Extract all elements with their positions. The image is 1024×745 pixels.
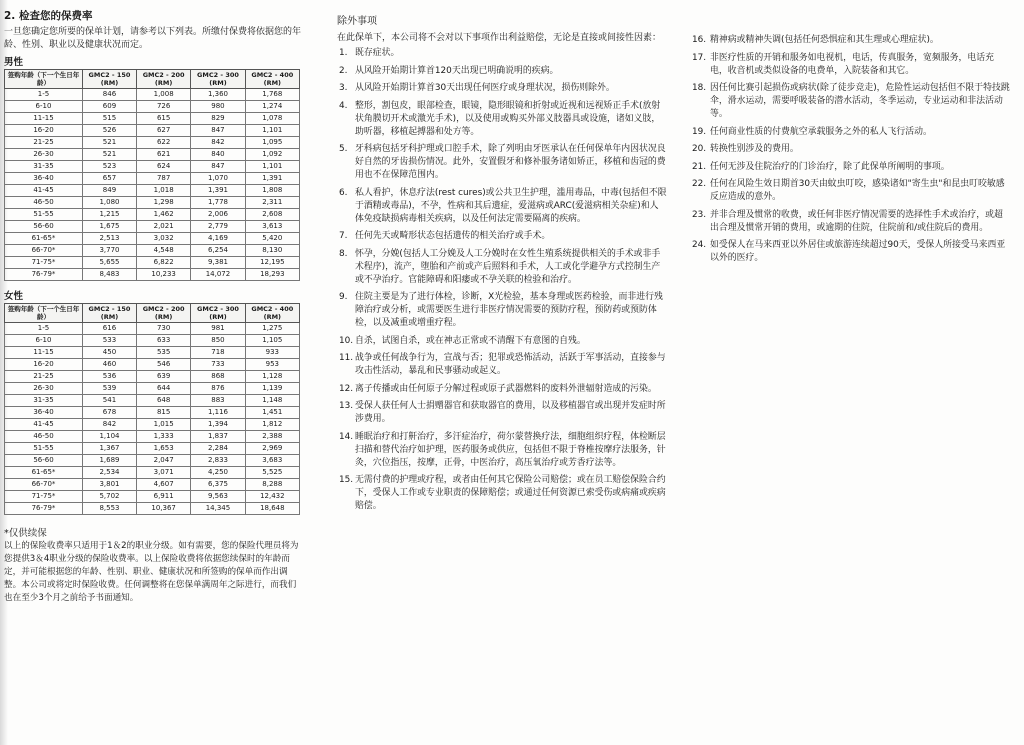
premium-cell: 1,675	[83, 221, 137, 233]
exclusion-text: 非医疗性质的开销和服务如电视机，电话，传真服务，宽频服务，电话充电，收音机或类似设备的电费单，入院装备和其它。	[710, 52, 994, 76]
table-row	[5, 347, 300, 359]
premium-cell: 450	[83, 347, 137, 359]
exclusion-number: 15.	[339, 475, 354, 485]
table-row	[5, 359, 300, 371]
age-cell: 31-35	[5, 161, 83, 173]
table-row	[5, 323, 300, 335]
premium-cell: 4,250	[191, 467, 245, 479]
exclusion-text: 任何先天或畸形状态包括遗传的相关治疗或手术。	[355, 231, 551, 241]
premium-cell: 883	[191, 395, 245, 407]
exclusions-lead: 在此保单下，本公司将不会对以下事项作出利益赔偿，无论是直接或间接性因素：	[337, 33, 662, 43]
premium-cell: 5,420	[245, 233, 299, 245]
exclusion-number: 4.	[339, 100, 348, 111]
female-rates-body	[5, 323, 300, 515]
premium-cell: 609	[83, 101, 137, 113]
premium-cell: 842	[191, 137, 245, 149]
age-cell: 6-10	[5, 101, 83, 113]
premium-cell: 14,345	[191, 503, 245, 515]
exclusion-item	[337, 65, 667, 78]
premium-cell: 2,284	[191, 443, 245, 455]
exclusion-text: 无需付费的护理或疗程，或者由任何其它保险公司赔偿；或在员工赔偿保险合约下，受保人工作或专业职责的保障赔偿；或通过任何资源已索受伤或病痛或疾病赔偿。	[355, 475, 666, 511]
premium-cell: 1,105	[245, 335, 299, 347]
premium-cell: 2,779	[191, 221, 245, 233]
age-cell: 21-25	[5, 137, 83, 149]
age-cell: 61-65*	[5, 233, 83, 245]
premium-cell: 539	[83, 383, 137, 395]
age-cell: 76-79*	[5, 503, 83, 515]
premium-cell: 726	[136, 101, 190, 113]
premium-cell: 2,513	[83, 233, 137, 245]
age-cell: 1-5	[5, 89, 83, 101]
age-cell: 51-55	[5, 209, 83, 221]
age-cell: 36-40	[5, 173, 83, 185]
exclusion-number: 16.	[692, 35, 707, 45]
premium-cell: 678	[83, 407, 137, 419]
premium-cell: 1,812	[245, 419, 299, 431]
table-row	[5, 503, 300, 515]
premium-cell: 12,432	[245, 491, 299, 503]
exclusion-text: 牙科病包括牙科护理或口腔手术，除了列明由牙医承认在任何保单年内因状况良好自然的牙齿损伤情况。此外，安置假牙和修补服务诸如矫正，移植和齿冠的费用也不在保障范围内。	[355, 144, 666, 180]
exclusions-column	[337, 12, 667, 518]
table-row	[5, 137, 300, 149]
male-label: 男性	[4, 57, 24, 68]
premium-cell: 6,911	[136, 491, 190, 503]
premium-cell: 18,648	[245, 503, 299, 515]
footnote-text: 以上的保险收费率只适用于1＆2的职业分级。如有需要，您的保险代理员将为您提供3＆4职业分级的保险收费率。以上保险收费将依据您续保时的年龄而定，并可能根据您的年龄、性别、职业、健康状况和所签购的保单而作出调整。本公司或将定时保险收费。任何调整将在您保单满周年之际进行，而我们也在至少3个月之前给予书面通知。	[4, 541, 299, 603]
table-row	[5, 125, 300, 137]
premium-cell: 2,311	[245, 197, 299, 209]
premium-cell: 1,116	[191, 407, 245, 419]
premium-cell: 849	[83, 185, 137, 197]
premium-cell: 980	[191, 101, 245, 113]
header-gmc2-150: GMC2 - 150 (RM)	[83, 70, 137, 89]
premium-cell: 847	[191, 125, 245, 137]
age-cell: 76-79*	[5, 269, 83, 281]
table-row	[5, 257, 300, 269]
premium-cell: 2,006	[191, 209, 245, 221]
header-gmc2-300: GMC2 - 300 (RM)	[191, 70, 245, 89]
exclusion-number: 9.	[339, 292, 348, 302]
age-cell: 16-20	[5, 359, 83, 371]
table-row	[5, 113, 300, 125]
premium-cell: 868	[191, 371, 245, 383]
premium-cell: 1,451	[245, 407, 299, 419]
premium-cell: 648	[136, 395, 190, 407]
header-gmc2-400: GMC2 - 400 (RM)	[245, 70, 299, 89]
age-cell: 31-35	[5, 395, 83, 407]
exclusion-text: 转换性别涉及的费用。	[710, 144, 799, 154]
exclusion-text: 任何商业性质的付费航空承载服务之外的私人飞行活动。	[710, 126, 932, 137]
exclusions-column-continued	[690, 34, 1010, 270]
premium-cell: 1,274	[245, 101, 299, 113]
premium-cell: 6,822	[136, 257, 190, 269]
premium-cell: 3,071	[136, 467, 190, 479]
premium-cell: 460	[83, 359, 137, 371]
age-cell: 56-60	[5, 455, 83, 467]
exclusion-text: 整形，割包皮，眼部检查，眼镜，隐形眼镜和折射或近视和远视矫正手术(放射状角膜切开术或激光手术)，以及使用或购买外部义肢器具或设施，诸如义肢，助听器，移植起搏器和处方等。	[355, 100, 661, 137]
header-gmc2-200: GMC2 - 200 (RM)	[136, 70, 190, 89]
premium-cell: 10,367	[136, 503, 190, 515]
premium-cell: 1,689	[83, 455, 137, 467]
exclusion-item	[690, 82, 1010, 121]
premium-cell: 1,101	[245, 161, 299, 173]
premium-cell: 541	[83, 395, 137, 407]
exclusion-number: 13.	[339, 401, 354, 411]
premium-cell: 1,808	[245, 185, 299, 197]
premium-cell: 2,021	[136, 221, 190, 233]
premium-cell: 526	[83, 125, 137, 137]
exclusion-number: 22.	[692, 179, 707, 189]
exclusion-item	[337, 82, 667, 95]
premium-cell: 1,333	[136, 431, 190, 443]
exclusion-number: 18.	[692, 83, 707, 93]
premium-cell: 2,047	[136, 455, 190, 467]
table-row	[5, 431, 300, 443]
female-rates-table	[4, 303, 300, 515]
age-cell: 16-20	[5, 125, 83, 137]
male-rates-table	[4, 69, 300, 281]
exclusion-text: 怀孕，分娩(包括人工分娩及人工分娩时在女性生殖系统提供相关的手术或非手术程序)，流产，堕胎和产前或产后照料和手术，人工或化学避孕方式控制生产或不孕治疗。官能障碍和阳痿或不孕关联的检验和治疗。	[355, 248, 661, 285]
table-row	[5, 407, 300, 419]
premium-cell: 787	[136, 173, 190, 185]
exclusion-text: 私人看护，休息疗法(rest cures)或公共卫生护理，滥用毒品，中毒(包括但不限于酒精或毒品)，不孕，性病和其后遗症，爱滋病或ARC(爱滋病相关杂症)和人体免疫缺损病毒相关疾病，以及任何法定需要隔离的疾病。	[355, 187, 667, 224]
exclusion-item	[337, 431, 667, 470]
header-gmc2-150: GMC2 - 150 (RM)	[83, 304, 137, 323]
premium-cell: 1,394	[191, 419, 245, 431]
table-row	[5, 233, 300, 245]
table-row	[5, 419, 300, 431]
premium-cell: 1,070	[191, 173, 245, 185]
premium-cell: 815	[136, 407, 190, 419]
premium-cell: 616	[83, 323, 137, 335]
exclusion-text: 因任何比赛引起损伤或病状(除了徒步竞走)，危险性运动包括但不限于特技跳伞，滑水运动，需要呼吸装备的潜水活动，冬季运动，专业运动和非法活动等。	[710, 83, 1010, 119]
exclusion-item	[690, 126, 1010, 139]
premium-cell: 8,483	[83, 269, 137, 281]
premium-cell: 847	[191, 161, 245, 173]
exclusion-number: 23.	[692, 209, 707, 220]
premium-cell: 876	[191, 383, 245, 395]
premium-cell: 2,833	[191, 455, 245, 467]
premium-cell: 639	[136, 371, 190, 383]
exclusion-number: 21.	[692, 161, 707, 172]
exclusion-text: 住院主要是为了进行体检，诊断，X光检验，基本身理或医药检验，而非进行残障治疗或分析，或需要医生进行非医疗情况需要的预防疗程，预防药或预防体检，以及减重或增重疗程。	[355, 292, 663, 328]
exclusion-item	[337, 100, 667, 139]
premium-cell: 1,015	[136, 419, 190, 431]
exclusion-number: 19.	[692, 126, 707, 137]
premium-cell: 1,298	[136, 197, 190, 209]
premium-cell: 6,254	[191, 245, 245, 257]
premium-cell: 14,072	[191, 269, 245, 281]
table-row	[5, 161, 300, 173]
premium-cell: 1,078	[245, 113, 299, 125]
premium-cell: 3,801	[83, 479, 137, 491]
table-row	[5, 221, 300, 233]
exclusions-list-continued	[690, 34, 1010, 265]
table-row	[5, 101, 300, 113]
table-row	[5, 269, 300, 281]
premium-cell: 981	[191, 323, 245, 335]
premium-cell: 1,101	[245, 125, 299, 137]
premium-cell: 1,367	[83, 443, 137, 455]
premium-cell: 840	[191, 149, 245, 161]
exclusion-text: 并非合理及惯常的收费，或任何非医疗情况需要的选择性手术或治疗，或超出合理及惯常开销的费用，或逾期的住院，住院前和/或住院后的费用。	[710, 209, 1003, 233]
exclusion-item	[337, 400, 667, 426]
exclusion-number: 3.	[339, 83, 348, 93]
table-row	[5, 149, 300, 161]
table-row	[5, 209, 300, 221]
age-cell: 36-40	[5, 407, 83, 419]
table-row	[5, 491, 300, 503]
exclusion-item	[690, 52, 1010, 78]
age-cell: 66-70*	[5, 479, 83, 491]
age-cell: 21-25	[5, 371, 83, 383]
age-cell: 26-30	[5, 383, 83, 395]
premium-cell: 12,195	[245, 257, 299, 269]
premium-cell: 5,525	[245, 467, 299, 479]
intro-text: 一旦您确定您所要的保单计划，请参考以下列表。所缴付保费将依据您的年龄、性别、职业以及健康状况而定。	[4, 27, 302, 50]
premium-cell: 933	[245, 347, 299, 359]
header-age: 签购年龄（下一个生日年龄）	[5, 70, 83, 89]
exclusion-number: 20.	[692, 144, 707, 154]
premium-cell: 953	[245, 359, 299, 371]
premium-cell: 1,837	[191, 431, 245, 443]
table-header-row	[5, 70, 300, 89]
premium-cell: 1,139	[245, 383, 299, 395]
premium-cell: 18,293	[245, 269, 299, 281]
premium-cell: 1,215	[83, 209, 137, 221]
premium-cell: 1,104	[83, 431, 137, 443]
premium-cell: 9,381	[191, 257, 245, 269]
exclusions-heading: 除外事项	[337, 16, 377, 27]
premium-cell: 4,169	[191, 233, 245, 245]
premium-cell: 1,008	[136, 89, 190, 101]
exclusion-number: 24.	[692, 240, 707, 250]
header-gmc2-300: GMC2 - 300 (RM)	[191, 304, 245, 323]
footnote-heading: *仅供续保	[4, 528, 47, 539]
premium-cell: 733	[191, 359, 245, 371]
table-row	[5, 335, 300, 347]
exclusion-item	[337, 474, 667, 513]
premium-cell: 1,360	[191, 89, 245, 101]
premium-cell: 1,092	[245, 149, 299, 161]
premium-cell: 4,548	[136, 245, 190, 257]
exclusion-item	[337, 248, 667, 287]
premium-cell: 829	[191, 113, 245, 125]
premium-cell: 850	[191, 335, 245, 347]
table-row	[5, 245, 300, 257]
exclusion-text: 精神病或精神失调(包括任何恐惧症和其生理或心理症状)。	[710, 35, 939, 45]
exclusion-number: 14.	[339, 431, 354, 442]
premium-cell: 644	[136, 383, 190, 395]
premium-cell: 3,770	[83, 245, 137, 257]
premium-cell: 8,288	[245, 479, 299, 491]
exclusion-text: 从风险开始期计算首30天出现任何医疗或身理状况，损伤则除外。	[355, 83, 615, 93]
header-gmc2-400: GMC2 - 400 (RM)	[245, 304, 299, 323]
premium-cell: 1,095	[245, 137, 299, 149]
premium-cell: 6,375	[191, 479, 245, 491]
premium-cell: 627	[136, 125, 190, 137]
age-cell: 46-50	[5, 431, 83, 443]
table-row	[5, 467, 300, 479]
premium-cell: 633	[136, 335, 190, 347]
premium-cell: 624	[136, 161, 190, 173]
premium-cell: 1,391	[191, 185, 245, 197]
premium-cell: 4,607	[136, 479, 190, 491]
exclusion-item	[337, 383, 667, 396]
age-cell: 46-50	[5, 197, 83, 209]
premium-cell: 730	[136, 323, 190, 335]
premium-cell: 515	[83, 113, 137, 125]
exclusion-number: 8.	[339, 248, 348, 259]
premium-cell: 1,653	[136, 443, 190, 455]
premium-cell: 622	[136, 137, 190, 149]
table-row	[5, 443, 300, 455]
premium-cell: 846	[83, 89, 137, 101]
premium-cell: 1,768	[245, 89, 299, 101]
exclusion-text: 自杀，试图自杀，或在神志正常或不清醒下有意图的自残。	[355, 335, 586, 346]
premium-cell: 1,080	[83, 197, 137, 209]
age-cell: 26-30	[5, 149, 83, 161]
exclusion-item	[337, 230, 667, 243]
age-cell: 61-65*	[5, 467, 83, 479]
premium-cell: 2,608	[245, 209, 299, 221]
exclusions-list	[337, 47, 667, 513]
age-cell: 56-60	[5, 221, 83, 233]
exclusion-number: 6.	[339, 187, 348, 198]
exclusion-number: 11.	[339, 353, 354, 363]
age-cell: 41-45	[5, 419, 83, 431]
premium-cell: 523	[83, 161, 137, 173]
premium-cell: 3,683	[245, 455, 299, 467]
exclusion-text: 既存症状。	[355, 48, 400, 58]
premium-cell: 521	[83, 137, 137, 149]
premium-cell: 3,032	[136, 233, 190, 245]
male-rates-body	[5, 89, 300, 281]
age-cell: 41-45	[5, 185, 83, 197]
age-cell: 11-15	[5, 347, 83, 359]
premium-cell: 536	[83, 371, 137, 383]
premium-cell: 621	[136, 149, 190, 161]
table-row	[5, 395, 300, 407]
age-cell: 6-10	[5, 335, 83, 347]
exclusion-text: 受保人获任何人士捐赠器官和获取器官的费用，以及移植器官或出现并发症时所涉费用。	[355, 401, 666, 424]
exclusion-item	[690, 34, 1010, 47]
exclusion-number: 10.	[339, 335, 354, 346]
premium-cell: 533	[83, 335, 137, 347]
premium-cell: 3,613	[245, 221, 299, 233]
age-cell: 51-55	[5, 443, 83, 455]
premium-cell: 5,655	[83, 257, 137, 269]
exclusion-item	[690, 209, 1010, 235]
exclusion-number: 2.	[339, 65, 348, 76]
exclusion-item	[337, 352, 667, 378]
premium-cell: 718	[191, 347, 245, 359]
exclusion-item	[690, 178, 1010, 204]
exclusion-item	[337, 187, 667, 226]
premium-cell: 1,462	[136, 209, 190, 221]
exclusion-text: 任何在风险生效日期首30天由蚊虫叮咬，感染诸如"寄生虫"和昆虫叮咬敏感反应造成的意外。	[710, 179, 1005, 202]
exclusion-item	[690, 239, 1010, 265]
header-age: 签购年龄（下一个生日年龄）	[5, 304, 83, 323]
exclusion-text: 离子传播或由任何原子分解过程或原子武器燃料的废料外泄辐射造成的污染。	[355, 383, 657, 394]
header-gmc2-200: GMC2 - 200 (RM)	[136, 304, 190, 323]
premium-cell: 842	[83, 419, 137, 431]
premium-cell: 1,275	[245, 323, 299, 335]
age-cell: 66-70*	[5, 245, 83, 257]
age-cell: 11-15	[5, 113, 83, 125]
premium-cell: 2,969	[245, 443, 299, 455]
premium-cell: 657	[83, 173, 137, 185]
premium-cell: 5,702	[83, 491, 137, 503]
premium-cell: 8,130	[245, 245, 299, 257]
table-row	[5, 185, 300, 197]
table-row	[5, 173, 300, 185]
premium-cell: 2,388	[245, 431, 299, 443]
exclusion-number: 12.	[339, 383, 354, 394]
age-cell: 71-75*	[5, 491, 83, 503]
exclusion-item	[337, 143, 667, 182]
exclusion-text: 战争或任何战争行为，宣战与否；犯罪或恐怖活动，活跃于军事活动，直接参与攻击性活动，暴乱和民事骚动或起义。	[355, 353, 666, 376]
exclusion-number: 17.	[692, 52, 707, 63]
table-row	[5, 455, 300, 467]
female-label: 女性	[4, 291, 24, 302]
premium-rates-column	[4, 8, 304, 605]
exclusion-item	[690, 161, 1010, 174]
table-row	[5, 479, 300, 491]
premium-cell: 535	[136, 347, 190, 359]
premium-cell: 1,778	[191, 197, 245, 209]
exclusion-text: 如受保人在马来西亚以外居住或旅游连续超过90天，受保人所接受马来西亚以外的医疗。	[710, 240, 1006, 263]
table-row	[5, 383, 300, 395]
exclusion-number: 1.	[339, 48, 348, 58]
exclusion-text: 任何无涉及住院治疗的门诊治疗，除了此保单所阐明的事项。	[710, 161, 950, 172]
table-row	[5, 371, 300, 383]
premium-cell: 521	[83, 149, 137, 161]
exclusion-item	[337, 291, 667, 330]
exclusion-number: 7.	[339, 231, 348, 241]
exclusion-text: 睡眠治疗和打鼾治疗，多汗症治疗，荷尔蒙替换疗法，细胞组织疗程，体检断层扫描和替代治疗如护理，医药服务或供应，包括但不限于脊椎按摩疗法服务，针灸，穴位指压，按摩，正骨，中医治疗，高压氧治疗或芳香疗法等。	[355, 431, 666, 468]
table-header-row	[5, 304, 300, 323]
premium-cell: 615	[136, 113, 190, 125]
exclusion-text: 从风险开始期计算首120天出现已明确说明的疾病。	[355, 65, 559, 76]
age-cell: 71-75*	[5, 257, 83, 269]
table-row	[5, 89, 300, 101]
age-cell: 1-5	[5, 323, 83, 335]
exclusion-item	[337, 47, 667, 60]
premium-cell: 10,233	[136, 269, 190, 281]
premium-cell: 546	[136, 359, 190, 371]
section-title: 2. 检查您的保费率	[4, 10, 93, 22]
premium-cell: 9,563	[191, 491, 245, 503]
premium-cell: 1,018	[136, 185, 190, 197]
exclusion-item	[690, 143, 1010, 156]
exclusion-number: 5.	[339, 144, 348, 154]
premium-cell: 2,534	[83, 467, 137, 479]
premium-cell: 1,391	[245, 173, 299, 185]
table-row	[5, 197, 300, 209]
premium-cell: 1,148	[245, 395, 299, 407]
premium-cell: 8,553	[83, 503, 137, 515]
premium-cell: 1,128	[245, 371, 299, 383]
exclusion-item	[337, 335, 667, 348]
